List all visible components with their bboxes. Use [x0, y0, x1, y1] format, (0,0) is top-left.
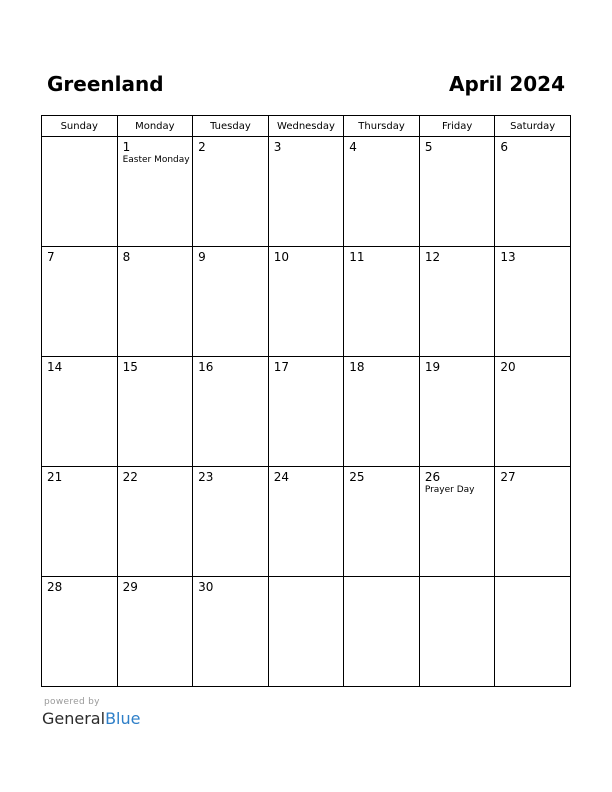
day-number: 16 [198, 360, 214, 374]
holiday-label: Prayer Day [424, 485, 475, 495]
logo-text-general: General [42, 709, 106, 728]
weekday-friday: Friday [419, 116, 495, 137]
day-number: 28 [47, 580, 63, 594]
day-cell [42, 577, 118, 687]
day-cell [193, 467, 269, 577]
day-number: 14 [47, 360, 63, 374]
day-number: 17 [273, 360, 289, 374]
day-number: 5 [424, 140, 433, 154]
month-year-title: April 2024 [449, 72, 565, 96]
weekday-thursday: Thursday [344, 116, 420, 137]
day-cell [268, 577, 344, 687]
weekday-saturday: Saturday [495, 116, 571, 137]
calendar-grid [41, 115, 571, 687]
holiday-label: Easter Monday [122, 155, 190, 165]
day-number: 30 [198, 580, 214, 594]
day-number: 26 [424, 470, 441, 484]
country-title: Greenland [47, 72, 164, 96]
day-cell [495, 137, 571, 247]
day-cell [193, 247, 269, 357]
day-number: 6 [500, 140, 509, 154]
day-cell [419, 247, 495, 357]
day-cell [117, 357, 193, 467]
week-row [42, 577, 571, 687]
powered-by-text: powered by [44, 697, 100, 707]
day-number: 7 [47, 250, 55, 264]
day-cell [344, 467, 420, 577]
week-row [42, 357, 571, 467]
weekday-wednesday: Wednesday [268, 116, 344, 137]
generalblue-logo[interactable] [42, 709, 140, 728]
day-number: 22 [122, 470, 138, 484]
day-cell [495, 577, 571, 687]
day-number: 29 [122, 580, 138, 594]
day-number: 20 [500, 360, 516, 374]
weekday-tuesday: Tuesday [193, 116, 269, 137]
day-number: 19 [424, 360, 441, 374]
week-row [42, 467, 571, 577]
day-number: 1 [122, 140, 131, 154]
week-row [42, 247, 571, 357]
day-cell [117, 577, 193, 687]
logo-text-blue: Blue [105, 709, 141, 728]
day-number: 13 [500, 250, 516, 264]
day-cell [268, 357, 344, 467]
day-cell [42, 247, 118, 357]
day-number: 24 [273, 470, 289, 484]
week-row [42, 137, 571, 247]
day-cell [42, 137, 118, 247]
day-cell [42, 357, 118, 467]
day-number: 12 [424, 250, 441, 264]
day-number: 27 [500, 470, 516, 484]
day-number: 10 [273, 250, 289, 264]
day-cell [117, 137, 193, 247]
day-cell [268, 137, 344, 247]
day-number: 21 [47, 470, 63, 484]
day-cell [344, 137, 420, 247]
day-number: 11 [349, 250, 365, 264]
day-number: 25 [349, 470, 365, 484]
weekday-header-row [42, 116, 571, 137]
day-number [42, 137, 117, 140]
weekday-monday: Monday [117, 116, 193, 137]
day-cell [419, 357, 495, 467]
day-cell [495, 467, 571, 577]
day-cell [495, 247, 571, 357]
day-number: 8 [122, 250, 131, 264]
day-cell [419, 577, 495, 687]
weekday-sunday: Sunday [42, 116, 118, 137]
day-cell [419, 467, 495, 577]
day-cell [344, 577, 420, 687]
day-cell [193, 357, 269, 467]
day-number: 9 [198, 250, 206, 264]
day-number: 2 [198, 140, 206, 154]
day-number: 3 [273, 140, 282, 154]
day-cell [193, 577, 269, 687]
day-cell [344, 357, 420, 467]
day-cell [344, 247, 420, 357]
day-number: 23 [198, 470, 214, 484]
day-cell [117, 247, 193, 357]
day-cell [117, 467, 193, 577]
footer-branding [42, 697, 140, 728]
day-number: 15 [122, 360, 138, 374]
day-cell [193, 137, 269, 247]
day-cell [42, 467, 118, 577]
day-cell [495, 357, 571, 467]
day-number: 4 [349, 140, 357, 154]
day-cell [419, 137, 495, 247]
day-number: 18 [349, 360, 365, 374]
day-cell [268, 467, 344, 577]
day-cell [268, 247, 344, 357]
